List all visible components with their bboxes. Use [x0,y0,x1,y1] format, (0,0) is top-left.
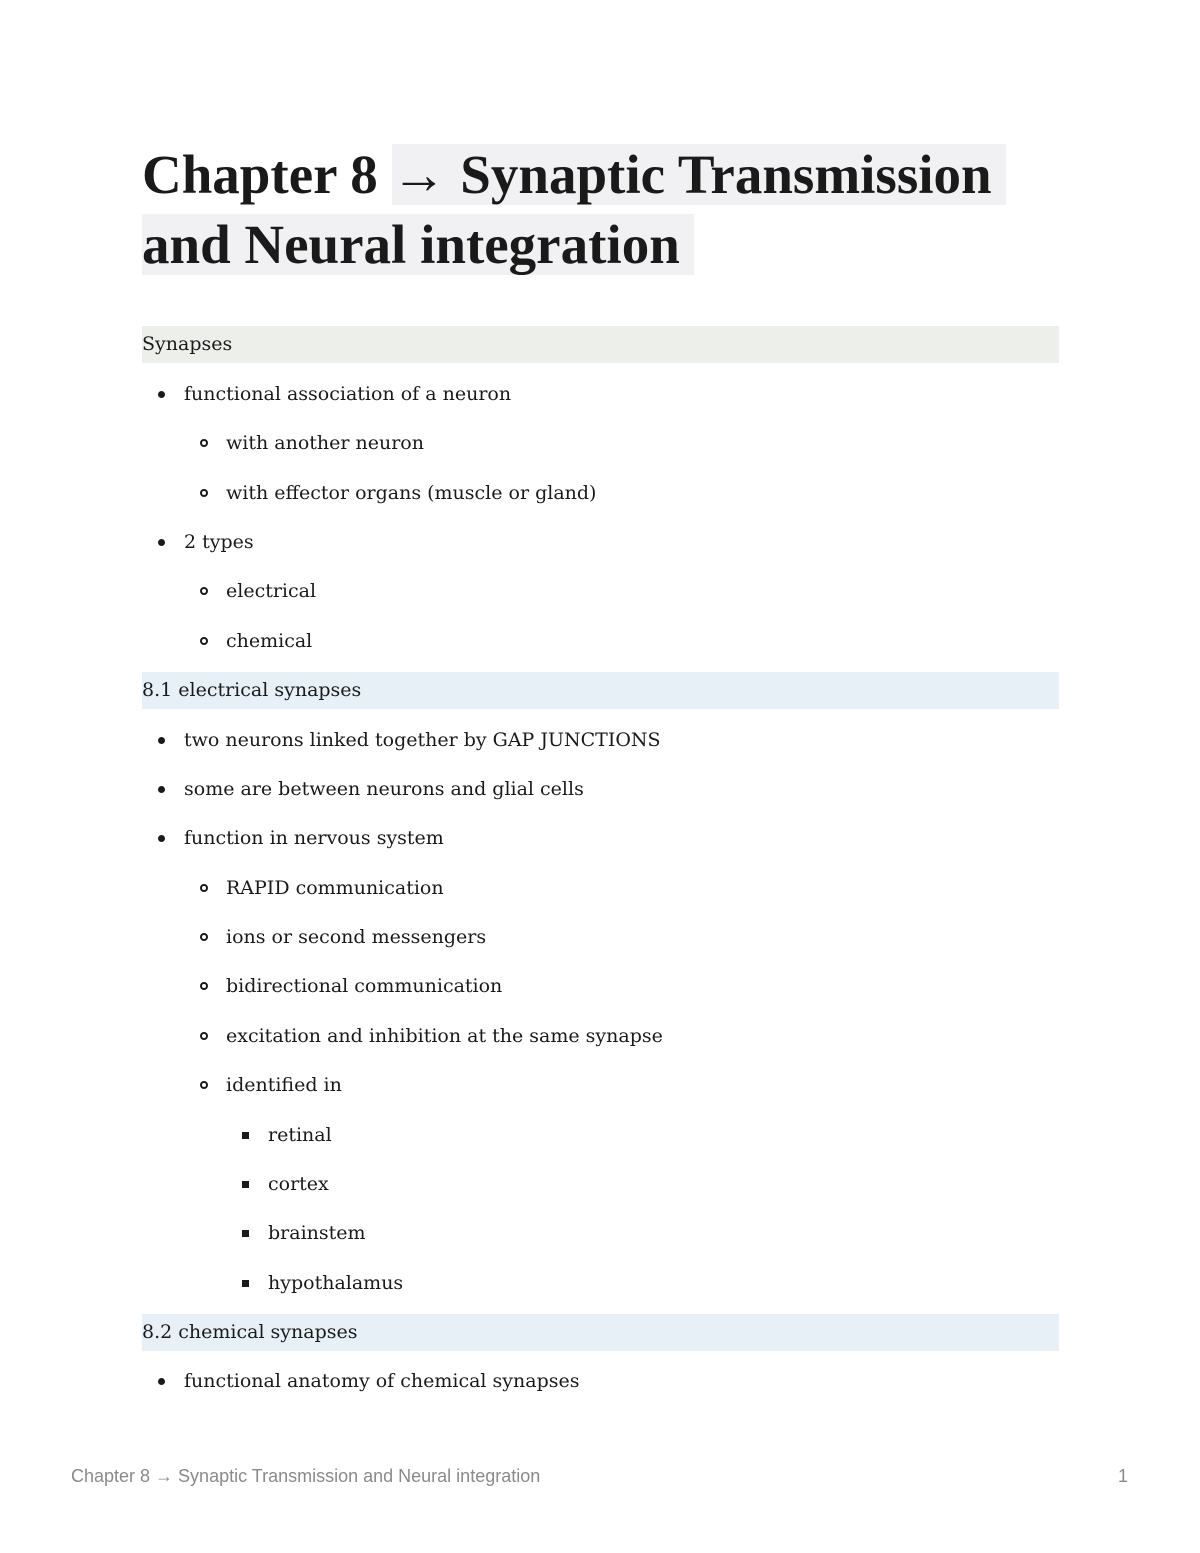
title-part-subtopic: and Neural integration [142,214,694,275]
bullet-square-icon [242,1132,249,1139]
list-item-text: with another neuron [226,432,424,454]
list-item [226,480,596,506]
list-item-text: with effector organs (muscle or gland) [226,482,597,504]
list-item [226,973,502,999]
bullet-circle-icon [200,1081,208,1089]
bullet-disc-icon [158,737,165,744]
bullet-circle-icon [200,637,208,645]
list-item-text: functional association of a neuron [184,383,512,405]
bullet-circle-icon [200,933,208,941]
section-heading-synapses: Synapses [142,326,1059,363]
list-item-text: RAPID communication [226,877,444,899]
list-item [226,924,486,950]
list-item [184,727,661,753]
list-item-text: chemical [226,630,313,652]
title-part-topic: → Synaptic Transmission [392,144,1006,205]
bullet-circle-icon [200,587,208,595]
bullet-disc-icon [158,786,165,793]
list-item [226,1072,342,1098]
bullet-square-icon [242,1181,249,1188]
bullet-circle-icon [200,439,208,447]
bullet-square-icon [242,1230,249,1237]
list-item-text: hypothalamus [268,1272,404,1294]
page-title [142,140,1072,280]
list-item [184,529,254,555]
list-item [268,1270,403,1296]
list-item-text: brainstem [268,1222,366,1244]
list-item [184,825,444,851]
list-item [268,1122,332,1148]
bullet-disc-icon [158,391,165,398]
list-item [226,875,444,901]
bullet-circle-icon [200,884,208,892]
list-item [184,1368,580,1394]
list-item [184,381,511,407]
list-item-text: electrical [226,580,317,602]
list-item-text: functional anatomy of chemical synapses [184,1370,580,1392]
bullet-disc-icon [158,1378,165,1385]
list-item [226,1023,663,1049]
list-item [226,430,424,456]
bullet-circle-icon [200,1032,208,1040]
list-item [268,1171,329,1197]
bullet-square-icon [242,1280,249,1287]
list-item-text: 2 types [184,531,254,553]
bullet-circle-icon [200,982,208,990]
bullet-disc-icon [158,539,165,546]
list-item-text: excitation and inhibition at the same synapse [226,1025,663,1047]
list-item-text: identified in [226,1074,342,1096]
list-item-text: retinal [268,1124,332,1146]
list-item-text: ions or second messengers [226,926,487,948]
bullet-circle-icon [200,489,208,497]
list-item [184,776,584,802]
footer-title: Chapter 8 → Synaptic Transmission and Neural integration [71,1466,541,1486]
list-item [268,1220,366,1246]
list-item [226,578,316,604]
page-number: 1 [1117,1466,1128,1486]
list-item-text: cortex [268,1173,329,1195]
bullet-disc-icon [158,835,165,842]
section-heading-chemical-synapses: 8.2 chemical synapses [142,1314,1059,1351]
list-item-text: two neurons linked together by GAP JUNCTIONS [184,729,661,751]
list-item-text: some are between neurons and glial cells [184,778,584,800]
list-item-text: function in nervous system [184,827,444,849]
section-heading-electrical-synapses: 8.1 electrical synapses [142,672,1059,709]
list-item-text: bidirectional communication [226,975,503,997]
title-part-chapter: Chapter 8 [142,144,392,205]
list-item [226,628,312,654]
